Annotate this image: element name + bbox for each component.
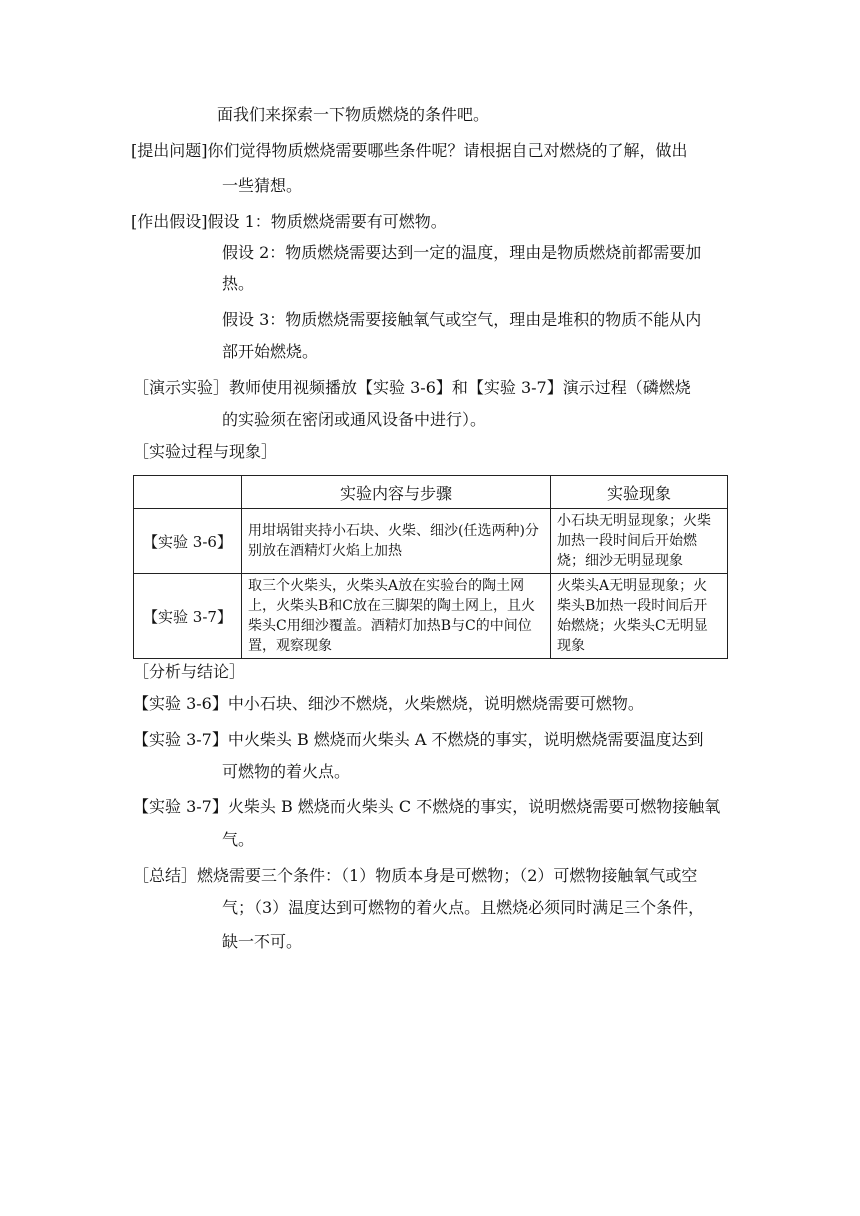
summary-line-1: 燃烧需要三个条件：（1）物质本身是可燃物；（2）可燃物接触氧气或空 <box>197 866 698 885</box>
hypothesis-2-line-2: 热。 <box>222 274 255 293</box>
process-heading: ［实验过程与现象］ <box>133 442 278 461</box>
demo-section <box>133 378 691 398</box>
table-header-row <box>134 476 728 509</box>
experiment-label: 【实验 3-7】 <box>134 574 242 659</box>
experiment-table <box>133 475 728 659</box>
experiment-steps: 取三个火柴头，火柴头A放在实验台的陶土网上，火柴头B和C放在三脚架的陶土网上，且火柴头C用细沙覆盖。酒精灯加热B与C的中间位置，观察现象 <box>242 574 551 659</box>
summary-line-2: 气；（3）温度达到可燃物的着火点。且燃烧必须同时满足三个条件， <box>222 898 705 917</box>
conclusion-1: 【实验 3-6】中小石块、细沙不燃烧，火柴燃烧，说明燃烧需要可燃物。 <box>133 694 644 713</box>
question-line-2: 一些猜想。 <box>222 176 303 195</box>
hypothesis-3-line-2: 部开始燃烧。 <box>222 342 319 361</box>
summary-tag: ［总结］ <box>133 866 198 885</box>
experiment-result: 小石块无明显现象；火柴加热一段时间后开始燃烧；细沙无明显现象 <box>551 509 728 574</box>
experiment-steps: 用坩埚钳夹持小石块、火柴、细沙(任选两种)分别放在酒精灯火焰上加热 <box>242 509 551 574</box>
hypothesis-1: 假设 1：物质燃烧需要有可燃物。 <box>207 212 447 231</box>
question-line-1: 你们觉得物质燃烧需要哪些条件呢？请根据自己对燃烧的了解，做出 <box>207 141 688 160</box>
experiment-result: 火柴头A无明显现象；火柴头B加热一段时间后开始燃烧；火柴头C无明显现象 <box>551 574 728 659</box>
summary-section <box>133 866 697 886</box>
table-row <box>134 509 728 574</box>
table-header-cell <box>134 476 242 509</box>
hypothesis-tag: [作出假设] <box>131 212 208 231</box>
intro-line: 面我们来探索一下物质燃烧的条件吧。 <box>217 105 490 124</box>
table-header-cell: 实验内容与步骤 <box>242 476 551 509</box>
demo-line-2: 的实验须在密闭或通风设备中进行）。 <box>222 410 487 429</box>
question-section <box>131 141 688 161</box>
demo-tag: ［演示实验］ <box>133 378 230 397</box>
experiment-label: 【实验 3-6】 <box>134 509 242 574</box>
question-tag: [提出问题] <box>131 141 208 160</box>
hypothesis-2-line-1: 假设 2：物质燃烧需要达到一定的温度，理由是物质燃烧前都需要加 <box>222 243 702 262</box>
demo-line-1: 教师使用视频播放【实验 3-6】和【实验 3-7】演示过程（磷燃烧 <box>229 378 691 397</box>
hypothesis-3-line-1: 假设 3：物质燃烧需要接触氧气或空气，理由是堆积的物质不能从内 <box>222 310 702 329</box>
conclusion-3-line-1: 【实验 3-7】火柴头 B 燃烧而火柴头 C 不燃烧的事实，说明燃烧需要可燃物接触氧 <box>133 797 721 816</box>
table-row <box>134 574 728 659</box>
analysis-heading: ［分析与结论］ <box>133 662 246 681</box>
table-header-cell: 实验现象 <box>551 476 728 509</box>
hypothesis-section <box>131 212 447 232</box>
conclusion-2-line-1: 【实验 3-7】中火柴头 B 燃烧而火柴头 A 不燃烧的事实，说明燃烧需要温度达到 <box>133 730 704 749</box>
summary-line-3: 缺一不可。 <box>222 932 303 951</box>
conclusion-3-line-2: 气。 <box>222 830 255 849</box>
conclusion-2-line-2: 可燃物的着火点。 <box>222 762 351 781</box>
